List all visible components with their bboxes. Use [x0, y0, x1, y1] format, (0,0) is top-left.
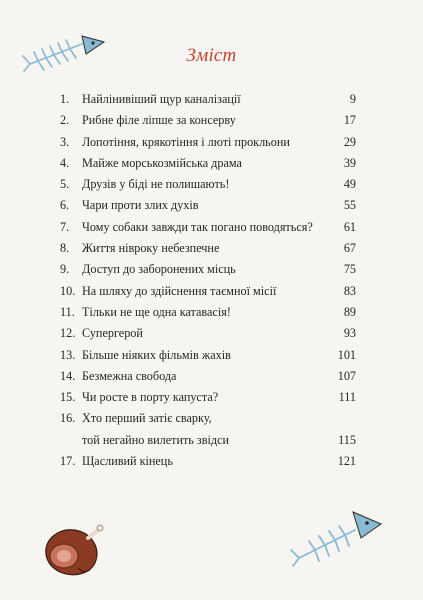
toc-page: 75	[343, 262, 356, 277]
toc-number: 4.	[60, 155, 70, 170]
toc-title: Доступ до заборонених місць	[82, 262, 236, 277]
toc-entry	[60, 323, 356, 344]
toc-page: 121	[337, 454, 356, 469]
toc-entry	[60, 238, 356, 259]
toc-title: Супергерой	[82, 326, 143, 341]
toc-number: 9.	[60, 262, 70, 277]
toc-entry	[60, 366, 356, 387]
toc-entry-continuation	[60, 430, 356, 451]
toc-title: Чому собаки завжди так погано поводяться?	[82, 219, 313, 234]
toc-entry	[60, 302, 356, 323]
toc-entry	[60, 345, 356, 366]
toc-title: Безмежна свобода	[82, 368, 177, 383]
toc-number: 11.	[60, 304, 75, 319]
toc-entry	[60, 259, 356, 280]
toc-number: 13.	[60, 347, 76, 362]
toc-entry	[60, 110, 356, 131]
toc-entry	[60, 132, 356, 153]
toc-entry	[60, 408, 356, 429]
toc-page: 115	[338, 432, 356, 447]
toc-number: 1.	[60, 92, 70, 106]
toc-entry	[60, 281, 356, 302]
toc-entry	[60, 451, 356, 472]
toc-number: 7.	[60, 219, 70, 234]
toc-title: Чари проти злих духів	[82, 198, 199, 213]
ham-icon	[38, 520, 108, 582]
toc-entry	[60, 174, 356, 195]
table-of-contents	[60, 89, 356, 472]
toc-entry	[60, 387, 356, 408]
toc-page: 17	[343, 113, 356, 128]
toc-title: той негайно вилетить звідси	[82, 432, 229, 447]
toc-title: Чи росте в порту капуста?	[82, 390, 219, 405]
toc-entry	[60, 217, 356, 238]
toc-title: Рибне філе ліпше за консерву	[82, 113, 236, 128]
toc-title: Найлінивіший щур каналізації	[82, 92, 241, 106]
toc-number: 2.	[60, 113, 70, 128]
toc-entry	[60, 195, 356, 216]
toc-title: Лопотіння, крякотіння і люті прокльони	[82, 134, 290, 149]
toc-page: 61	[343, 219, 356, 234]
toc-number: 6.	[60, 198, 70, 213]
toc-page: 39	[343, 155, 356, 170]
toc-number: 15.	[60, 390, 76, 405]
toc-number: 17.	[60, 454, 76, 469]
toc-entry	[60, 89, 356, 110]
toc-title: Майже морськозмійська драма	[82, 155, 242, 170]
toc-number: 12.	[60, 326, 76, 341]
toc-page: 107	[337, 368, 356, 383]
fish-skeleton-icon	[285, 508, 403, 568]
toc-title: На шляху до здійснення таємної місії	[82, 283, 277, 298]
toc-number: 16.	[60, 411, 76, 426]
toc-title: Щасливий кінець	[82, 454, 173, 469]
toc-number: 10.	[60, 283, 76, 298]
toc-number: 3.	[60, 134, 70, 149]
page-title: Зміст	[186, 45, 237, 66]
toc-number: 5.	[60, 177, 70, 192]
toc-page: 111	[338, 390, 356, 405]
toc-page: 101	[337, 347, 356, 362]
toc-page: 29	[343, 134, 356, 149]
toc-number: 8.	[60, 241, 70, 256]
toc-title: Хто перший затіє сварку,	[82, 411, 212, 426]
toc-page: 93	[343, 326, 356, 341]
toc-page: 89	[343, 304, 356, 319]
toc-page: 55	[343, 198, 356, 213]
toc-page: 67	[343, 241, 356, 256]
toc-number: 14.	[60, 368, 76, 383]
toc-title: Більше ніяких фільмів жахів	[82, 347, 231, 362]
toc-page: 49	[343, 177, 356, 192]
toc-entry	[60, 153, 356, 174]
toc-page: 9	[349, 92, 356, 106]
toc-page: 83	[343, 283, 356, 298]
toc-title: Життя нівроку небезпечне	[82, 241, 220, 256]
toc-title: Друзів у біді не полишають!	[82, 177, 230, 192]
toc-title: Тільки не ще одна катавасія!	[82, 304, 231, 319]
